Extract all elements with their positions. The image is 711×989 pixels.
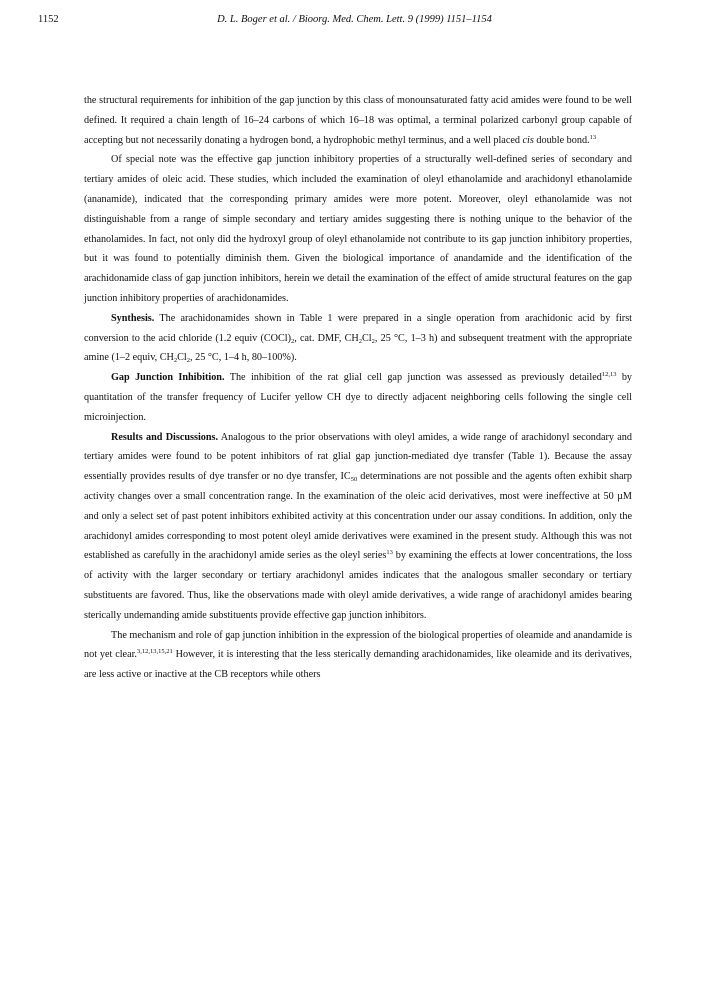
citation-ref: 13 [386, 549, 393, 557]
paragraph-text: , 25 °C, 1–4 h, 80–100%). [190, 352, 297, 364]
paragraph-text: The arachidonamides shown in Table 1 were prepared in a single operation from arachidonic acid by first conversion to the acid chloride (1.2 equiv (COCl) [84, 312, 632, 344]
paragraph-text: determinations are not possible and the agents often exhibit sharp activity changes over a small concentration range. In the examination of the oleic acid derivatives, most were ineffective at 50 µM and only a select set of past potent inhibitors exhibited activity at this concentration under our assay conditions. In addition, only the arachidonyl amides corresponding to most potent oleyl amide derivatives were examined in the present study. Although this was not established as carefully in the arachidonyl amide series as the oleyl series [84, 471, 632, 562]
paragraph-text: , cat. DMF, CH [294, 332, 359, 344]
subscript: 2 [371, 337, 375, 345]
page-header [38, 14, 671, 30]
citation-ref: 12,13 [601, 371, 617, 379]
paragraph-text: , 25 °C, 1–3 h) and subsequent treatment with the appropriate amine (1–2 equiv, CH [84, 332, 633, 364]
paragraph-continued [84, 91, 632, 150]
paragraph-mechanism [84, 626, 632, 685]
subscript: 2 [358, 337, 362, 345]
section-heading-gap-junction: Gap Junction Inhibition. [111, 372, 225, 384]
paragraph-text: Analogous to the prior observations with oleyl amides, a wide range of arachidonyl secondary and tertiary amides were found to be potent inhibitors of rat glial gap junction-mediated dye transfer (Table 1). Because the assay essentially provides results of dye transfer or no dye transfer, IC [84, 431, 632, 483]
paragraph-text: the structural requirements for inhibition of the gap junction by this class of monounsaturated fatty acid amides were found to be well defined. It required a chain length of 16–24 carbons of which 16–18 was optimal, a terminal polarized carbonyl group capable of accepting but not necessarily donating a hydrogen bond, a hydrophobic methyl terminus, and a well placed [84, 95, 632, 146]
paragraph-text: by quantitation of the transfer frequency of Lucifer yellow CH dye to directly adjacent neighboring cells following the single cell microinjection. [84, 372, 633, 423]
paragraph-text: The inhibition of the rat glial cell gap junction was assessed as previously detailed [224, 372, 602, 384]
subscript: 2 [291, 337, 295, 345]
paragraph-synthesis [84, 309, 632, 368]
paragraph-text: double bond. [533, 134, 590, 146]
article-body [84, 91, 632, 685]
paragraph-text: Cl [362, 332, 372, 344]
italic-term: cis [522, 134, 534, 146]
paragraph-oleic-amides: Of special note was the effective gap junction inhibitory properties of a structurally well-defined series of secondary and tertiary amides of oleic acid. These studies, which included the examination of oleyl ethanolamide and arachidonyl ethanolamide (ananamide), indicated that the corresponding primary amides were more potent. Moreover, oleyl ethanolamide was not distinguishable from a range of simple secondary and tertiary amides suggesting there is nothing unique to the behavior of the ethanolamides. In fact, not only did the hydroxyl group of oleyl ethanolamide not contribute to its gap junction inhibitory properties, but it was found to potentially diminish them. Given the biological importance of anandamide and the identification of the arachidonamide class of gap junction inhibitors, herein we detail the examination of the effect of amide structural features on the gap junction inhibitory properties of arachidonamides. [84, 154, 632, 304]
citation-ref: 13 [589, 133, 597, 141]
section-heading-results: Results and Discussions. [111, 431, 219, 443]
subscript: 50 [350, 476, 358, 484]
paragraph-results [84, 428, 632, 626]
subscript: 2 [173, 357, 178, 365]
citation-ref: 3,12,13,15,21 [136, 648, 173, 656]
paragraph-text: However, it is interesting that the less sterically demanding arachidonamides, like oleamide and its derivatives, are less active or inactive at the CB receptors while others [84, 649, 632, 681]
paragraph-text: by examining the effects at lower concentrations, the loss of activity with the larger secondary or tertiary arachidonyl amides indicates that the analogous smaller secondary or tertiary substituents are favored. Thus, like the observations made with oleyl amide derivatives, a wide range of arachidonyl amides bearing sterically undemanding amide substituents provide effective gap junction inhibitors. [84, 550, 632, 621]
paragraph-text: Cl [177, 352, 187, 364]
paragraph-text: The mechanism and role of gap junction inhibition in the expression of the biological properties of oleamide and anandamide is not yet clear. [84, 629, 632, 661]
subscript: 2 [186, 357, 191, 365]
running-head: D. L. Boger et al. / Bioorg. Med. Chem. Lett. 9 (1999) 1151–1154 [217, 14, 492, 25]
paragraph-gap-junction [84, 368, 632, 427]
page-number: 1152 [38, 14, 59, 25]
section-heading-synthesis: Synthesis. [111, 312, 155, 324]
